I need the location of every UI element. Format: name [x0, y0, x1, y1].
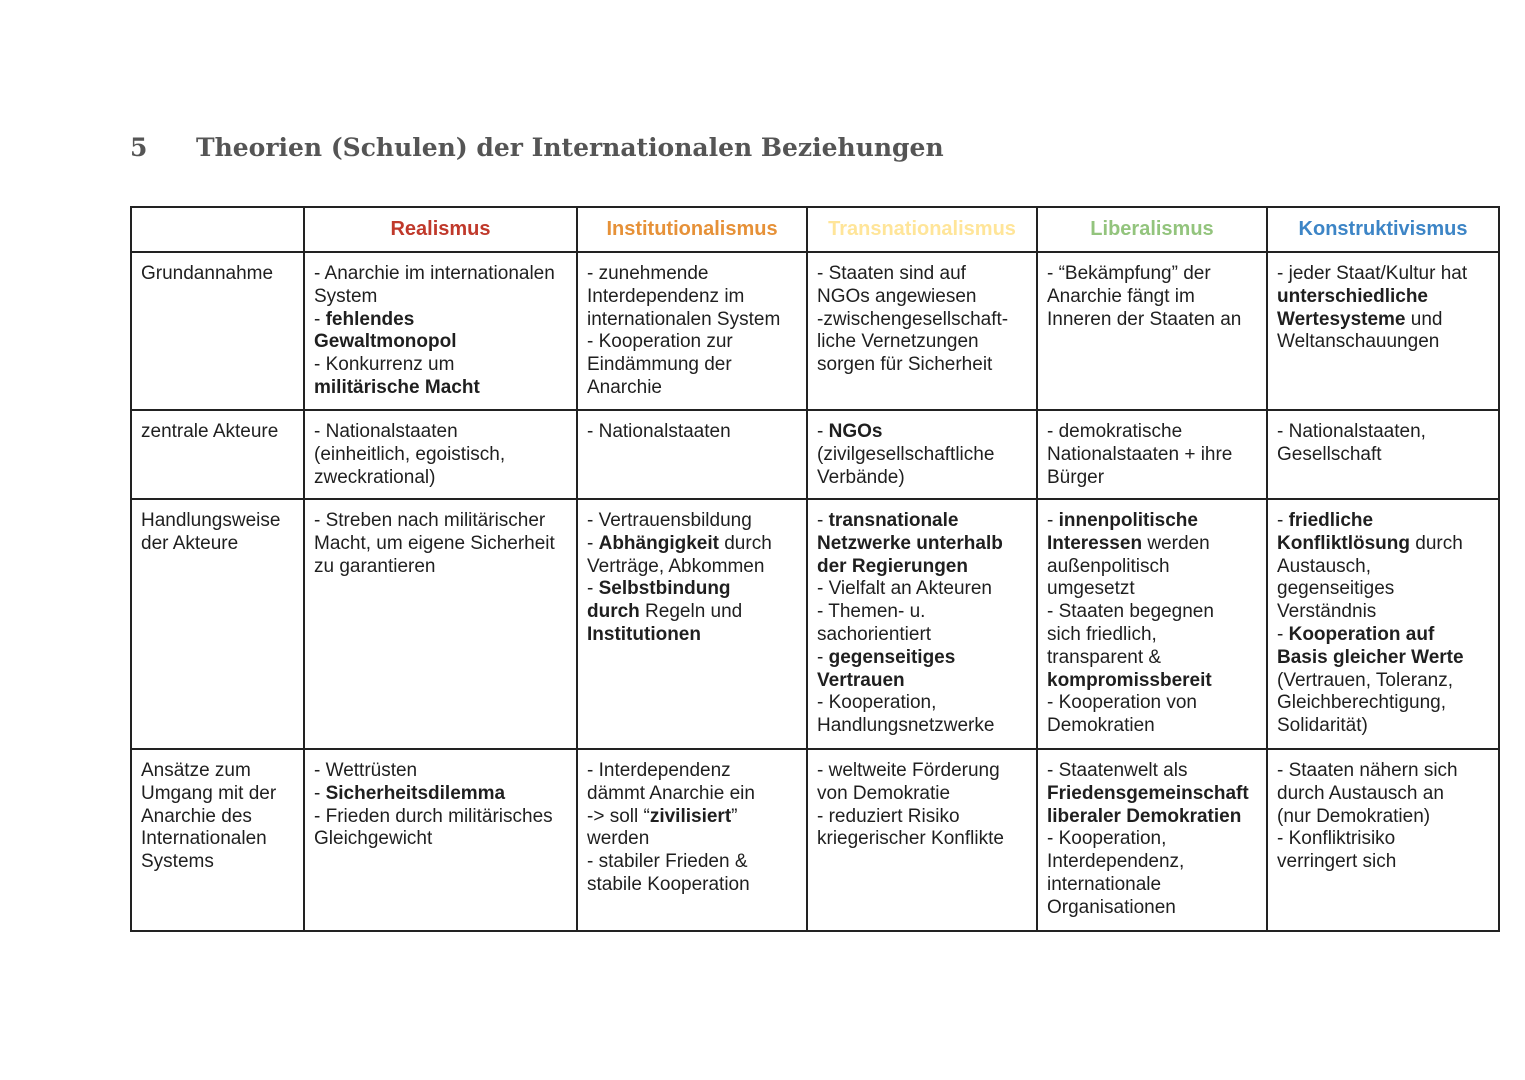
text: werden	[1142, 532, 1210, 554]
bold-text: der Regierungen	[817, 555, 968, 577]
cell-line	[587, 556, 798, 579]
cell-konstruktivismus	[1267, 252, 1499, 410]
cell-line	[1277, 331, 1490, 354]
cell-line	[587, 286, 798, 309]
cell-line	[587, 263, 798, 286]
cell-line	[587, 510, 798, 533]
text: -	[587, 532, 599, 554]
cell-line	[587, 421, 798, 444]
cell-line	[587, 783, 798, 806]
cell-line	[1047, 309, 1258, 332]
row-label	[131, 252, 304, 410]
cell-line	[1277, 556, 1490, 579]
row-label-line: Systems	[141, 851, 214, 873]
text: - Vielfalt an Akteuren	[817, 578, 992, 600]
bold-text: liberaler Demokratien	[1047, 805, 1242, 827]
text: - Kooperation,	[1047, 828, 1167, 850]
text: - demokratische	[1047, 421, 1183, 442]
section-title: Theorien (Schulen) der Internationalen Beziehungen	[196, 133, 944, 162]
cell-line	[1047, 624, 1258, 647]
text: Weltanschauungen	[1277, 331, 1440, 353]
text: ”	[731, 805, 738, 827]
cell-line	[1277, 715, 1490, 738]
text: - Frieden durch militärisches	[314, 805, 553, 827]
row-label	[131, 499, 304, 749]
cell-line	[1277, 533, 1490, 556]
cell-line	[1277, 421, 1490, 444]
section-number: 5	[130, 133, 148, 162]
text: - Staaten nähern sich	[1277, 760, 1458, 781]
cell-konstruktivismus	[1267, 749, 1499, 931]
bold-text: Gewaltmonopol	[314, 331, 457, 353]
cell-line	[1047, 806, 1258, 829]
cell-transnationalismus	[807, 252, 1037, 410]
cell-line	[587, 760, 798, 783]
bold-text: zivilisiert	[649, 805, 732, 827]
text: durch	[718, 532, 772, 554]
cell-line	[817, 783, 1028, 806]
bold-text: kompromissbereit	[1047, 669, 1212, 691]
text: Gleichgewicht	[314, 828, 433, 850]
cell-line	[314, 467, 568, 490]
text: Verträge, Abkommen	[587, 555, 765, 577]
column-header-liberalismus: Liberalismus	[1037, 207, 1267, 252]
text: -	[314, 308, 326, 330]
text: System	[314, 285, 378, 307]
bold-text: Selbstbindung	[598, 578, 731, 600]
cell-line	[817, 444, 1028, 467]
cell-realismus	[304, 499, 577, 749]
cell-line	[1277, 851, 1490, 874]
cell-line	[1047, 692, 1258, 715]
bold-text: gegenseitiges	[828, 646, 956, 668]
cell-line	[817, 331, 1028, 354]
cell-line	[1047, 421, 1258, 444]
corner-cell	[131, 207, 304, 252]
cell-line	[587, 624, 798, 647]
bold-text: transnationale	[828, 510, 959, 531]
cell-line	[314, 806, 568, 829]
cell-line	[1277, 286, 1490, 309]
cell-line	[314, 444, 568, 467]
bold-text: Kooperation auf	[1288, 623, 1435, 645]
cell-line	[1047, 760, 1258, 783]
text: Bürger	[1047, 466, 1105, 488]
row-label	[131, 749, 304, 931]
cell-line	[1047, 263, 1258, 286]
cell-line	[1277, 670, 1490, 693]
cell-line	[1277, 601, 1490, 624]
cell-line	[1277, 510, 1490, 533]
text: - Interdependenz	[587, 760, 731, 781]
cell-line	[314, 354, 568, 377]
text: umgesetzt	[1047, 578, 1135, 600]
text: durch	[1409, 532, 1463, 554]
cell-line	[817, 510, 1028, 533]
cell-line	[1047, 715, 1258, 738]
text: -zwischengesellschaft-	[817, 308, 1009, 330]
cell-line	[817, 556, 1028, 579]
text: - Nationalstaaten	[587, 421, 731, 442]
cell-line	[817, 354, 1028, 377]
text: Demokratien	[1047, 715, 1155, 737]
text: - Staaten begegnen	[1047, 601, 1214, 623]
cell-line	[314, 286, 568, 309]
text: - Staatenwelt als	[1047, 760, 1188, 781]
text: von Demokratie	[817, 782, 951, 804]
row-label-line: zentrale Akteure	[141, 421, 279, 442]
cell-line	[817, 692, 1028, 715]
cell-konstruktivismus	[1267, 499, 1499, 749]
text: Interdependenz im	[587, 285, 745, 307]
bold-text: fehlendes	[325, 308, 415, 330]
column-header-konstruktivismus: Konstruktivismus	[1267, 207, 1499, 252]
bold-text: Friedensgemeinschaft	[1047, 782, 1249, 804]
text: Nationalstaaten + ihre	[1047, 443, 1233, 465]
cell-line	[1047, 510, 1258, 533]
text: - Streben nach militärischer	[314, 510, 546, 531]
text: internationale	[1047, 873, 1162, 895]
cell-line	[587, 354, 798, 377]
cell-line	[817, 263, 1028, 286]
cell-konstruktivismus	[1267, 410, 1499, 499]
cell-line	[1047, 851, 1258, 874]
cell-line	[817, 578, 1028, 601]
cell-line	[314, 421, 568, 444]
text: Austausch,	[1277, 555, 1371, 577]
cell-line	[817, 647, 1028, 670]
text: - Anarchie im internationalen	[314, 263, 555, 284]
cell-line	[1047, 874, 1258, 897]
row-label-line: Ansätze zum	[141, 760, 251, 781]
text: kriegerischer Konflikte	[817, 828, 1004, 850]
bold-text: unterschiedliche	[1277, 285, 1428, 307]
cell-institutionalismus	[577, 410, 807, 499]
cell-line	[587, 806, 798, 829]
cell-line	[587, 377, 798, 400]
cell-line	[314, 377, 568, 400]
cell-liberalismus	[1037, 749, 1267, 931]
row-label	[131, 410, 304, 499]
cell-line	[1047, 828, 1258, 851]
cell-line	[314, 533, 568, 556]
text: -	[1277, 510, 1289, 531]
text: verringert sich	[1277, 851, 1397, 873]
cell-line	[314, 760, 568, 783]
bold-text: NGOs	[828, 421, 883, 442]
cell-line	[587, 828, 798, 851]
bold-text: innenpolitische	[1058, 510, 1198, 531]
cell-line	[314, 309, 568, 332]
text: durch Austausch an	[1277, 782, 1444, 804]
cell-institutionalismus	[577, 499, 807, 749]
text: (zivilgesellschaftliche	[817, 443, 995, 465]
text: stabile Kooperation	[587, 873, 750, 895]
cell-line	[1277, 806, 1490, 829]
text: - Wettrüsten	[314, 760, 418, 781]
cell-line	[1047, 578, 1258, 601]
column-header-realismus: Realismus	[304, 207, 577, 252]
text: (nur Demokratien)	[1277, 805, 1431, 827]
bold-text: militärische Macht	[314, 376, 480, 398]
cell-line	[1277, 263, 1490, 286]
bold-text: Netzwerke unterhalb	[817, 532, 1003, 554]
theories-table	[130, 206, 1500, 932]
cell-transnationalismus	[807, 749, 1037, 931]
text: Solidarität)	[1277, 715, 1368, 737]
cell-line	[1047, 444, 1258, 467]
text: - Konfliktrisiko	[1277, 828, 1396, 850]
text: - Kooperation,	[817, 692, 937, 714]
text: sorgen für Sicherheit	[817, 354, 993, 376]
cell-realismus	[304, 410, 577, 499]
bold-text: friedliche	[1288, 510, 1374, 531]
text: - Staaten sind auf	[817, 263, 966, 284]
text: - Kooperation zur	[587, 331, 733, 353]
text: -	[817, 421, 829, 442]
row-handlungsweise	[131, 499, 1499, 749]
text: - Themen- u.	[817, 601, 926, 623]
text: internationalen System	[587, 308, 781, 330]
cell-line	[1047, 897, 1258, 920]
text: -	[587, 578, 599, 600]
cell-realismus	[304, 252, 577, 410]
cell-line	[817, 670, 1028, 693]
cell-line	[1277, 647, 1490, 670]
row-label-line: Anarchie des	[141, 805, 252, 827]
text: dämmt Anarchie ein	[587, 782, 755, 804]
cell-line	[1047, 783, 1258, 806]
text: - reduziert Risiko	[817, 805, 960, 827]
bold-text: Basis gleicher Werte	[1277, 646, 1464, 668]
cell-line	[817, 467, 1028, 490]
text: - jeder Staat/Kultur hat	[1277, 263, 1468, 284]
text: außenpolitisch	[1047, 555, 1170, 577]
text: und	[1405, 308, 1443, 330]
text: (Vertrauen, Toleranz,	[1277, 669, 1454, 691]
text: sachorientiert	[817, 623, 932, 645]
cell-line	[1277, 624, 1490, 647]
text: Verbände)	[817, 466, 905, 488]
text: - Nationalstaaten,	[1277, 421, 1426, 442]
text: - Vertrauensbildung	[587, 510, 752, 531]
text: werden	[587, 828, 650, 850]
row-label-line: Handlungsweise	[141, 510, 281, 531]
header-row	[131, 207, 1499, 252]
cell-line	[587, 309, 798, 332]
cell-line	[817, 624, 1028, 647]
section-heading	[130, 133, 944, 162]
row-ansaetze	[131, 749, 1499, 931]
cell-line	[1277, 692, 1490, 715]
cell-liberalismus	[1037, 410, 1267, 499]
cell-liberalismus	[1037, 252, 1267, 410]
cell-line	[817, 286, 1028, 309]
text: Eindämmung der	[587, 354, 732, 376]
row-zentrale-akteure	[131, 410, 1499, 499]
cell-line	[817, 828, 1028, 851]
cell-line	[1277, 760, 1490, 783]
cell-line	[314, 331, 568, 354]
text: - “Bekämpfung” der	[1047, 263, 1211, 284]
cell-line	[817, 421, 1028, 444]
text: zu garantieren	[314, 555, 436, 577]
text: sich friedlich,	[1047, 623, 1157, 645]
row-grundannahme	[131, 252, 1499, 410]
text: Handlungsnetzwerke	[817, 715, 995, 737]
cell-institutionalismus	[577, 252, 807, 410]
cell-transnationalismus	[807, 410, 1037, 499]
cell-liberalismus	[1037, 499, 1267, 749]
cell-line	[587, 874, 798, 897]
text: -	[314, 782, 326, 804]
bold-text: Institutionen	[587, 623, 701, 645]
column-header-transnationalismus: Transnationalismus	[807, 207, 1037, 252]
text: Verständnis	[1277, 601, 1377, 623]
cell-line	[587, 331, 798, 354]
text: -	[1277, 623, 1289, 645]
cell-line	[1277, 783, 1490, 806]
text: Anarchie fängt im	[1047, 285, 1195, 307]
cell-line	[1047, 670, 1258, 693]
cell-line	[817, 309, 1028, 332]
cell-line	[314, 556, 568, 579]
text: gegenseitiges	[1277, 578, 1395, 600]
text: -	[817, 510, 829, 531]
cell-line	[314, 263, 568, 286]
text: -	[817, 646, 829, 668]
text: zweckrational)	[314, 466, 436, 488]
text: transparent &	[1047, 646, 1162, 668]
bold-text: Abhängigkeit	[598, 532, 719, 554]
row-label-line: Grundannahme	[141, 263, 274, 284]
text: Gleichberechtigung,	[1277, 692, 1446, 714]
text: Anarchie	[587, 376, 662, 398]
cell-line	[1277, 444, 1490, 467]
column-header-institutionalismus: Institutionalismus	[577, 207, 807, 252]
bold-text: Konfliktlösung	[1277, 532, 1410, 554]
text: - Kooperation von	[1047, 692, 1197, 714]
row-label-line: Umgang mit der	[141, 782, 277, 804]
cell-line	[587, 533, 798, 556]
bold-text: Interessen	[1047, 532, 1143, 554]
cell-line	[1047, 601, 1258, 624]
cell-line	[587, 601, 798, 624]
cell-line	[817, 533, 1028, 556]
text: - zunehmende	[587, 263, 709, 284]
cell-line	[817, 601, 1028, 624]
text: liche Vernetzungen	[817, 331, 979, 353]
text: (einheitlich, egoistisch,	[314, 443, 506, 465]
text: NGOs angewiesen	[817, 285, 977, 307]
cell-transnationalismus	[807, 499, 1037, 749]
text: Regeln und	[639, 601, 743, 623]
cell-line	[1047, 533, 1258, 556]
cell-line	[1047, 286, 1258, 309]
cell-line	[1047, 647, 1258, 670]
bold-text: Wertesysteme	[1277, 308, 1406, 330]
text: Interdependenz,	[1047, 851, 1185, 873]
bold-text: Vertrauen	[817, 669, 905, 691]
cell-line	[314, 828, 568, 851]
cell-line	[587, 578, 798, 601]
cell-line	[1277, 578, 1490, 601]
cell-line	[314, 510, 568, 533]
cell-line	[1277, 309, 1490, 332]
text: Organisationen	[1047, 896, 1176, 918]
text: - Nationalstaaten	[314, 421, 458, 442]
text: - Konkurrenz um	[314, 354, 455, 376]
text: - stabiler Frieden &	[587, 851, 748, 873]
cell-realismus	[304, 749, 577, 931]
text: - weltweite Förderung	[817, 760, 1000, 781]
cell-line	[817, 806, 1028, 829]
cell-line	[587, 851, 798, 874]
row-label-line: Internationalen	[141, 828, 267, 850]
text: -	[1047, 510, 1059, 531]
cell-line	[1047, 556, 1258, 579]
cell-line	[817, 760, 1028, 783]
cell-line	[817, 715, 1028, 738]
cell-line	[1047, 467, 1258, 490]
text: Inneren der Staaten an	[1047, 308, 1242, 330]
text: Macht, um eigene Sicherheit	[314, 532, 555, 554]
cell-line	[314, 783, 568, 806]
cell-institutionalismus	[577, 749, 807, 931]
text: Gesellschaft	[1277, 443, 1382, 465]
bold-text: Sicherheitsdilemma	[325, 782, 506, 804]
text: -> soll “	[587, 805, 650, 827]
cell-line	[1277, 828, 1490, 851]
bold-text: durch	[587, 601, 640, 623]
row-label-line: der Akteure	[141, 532, 239, 554]
